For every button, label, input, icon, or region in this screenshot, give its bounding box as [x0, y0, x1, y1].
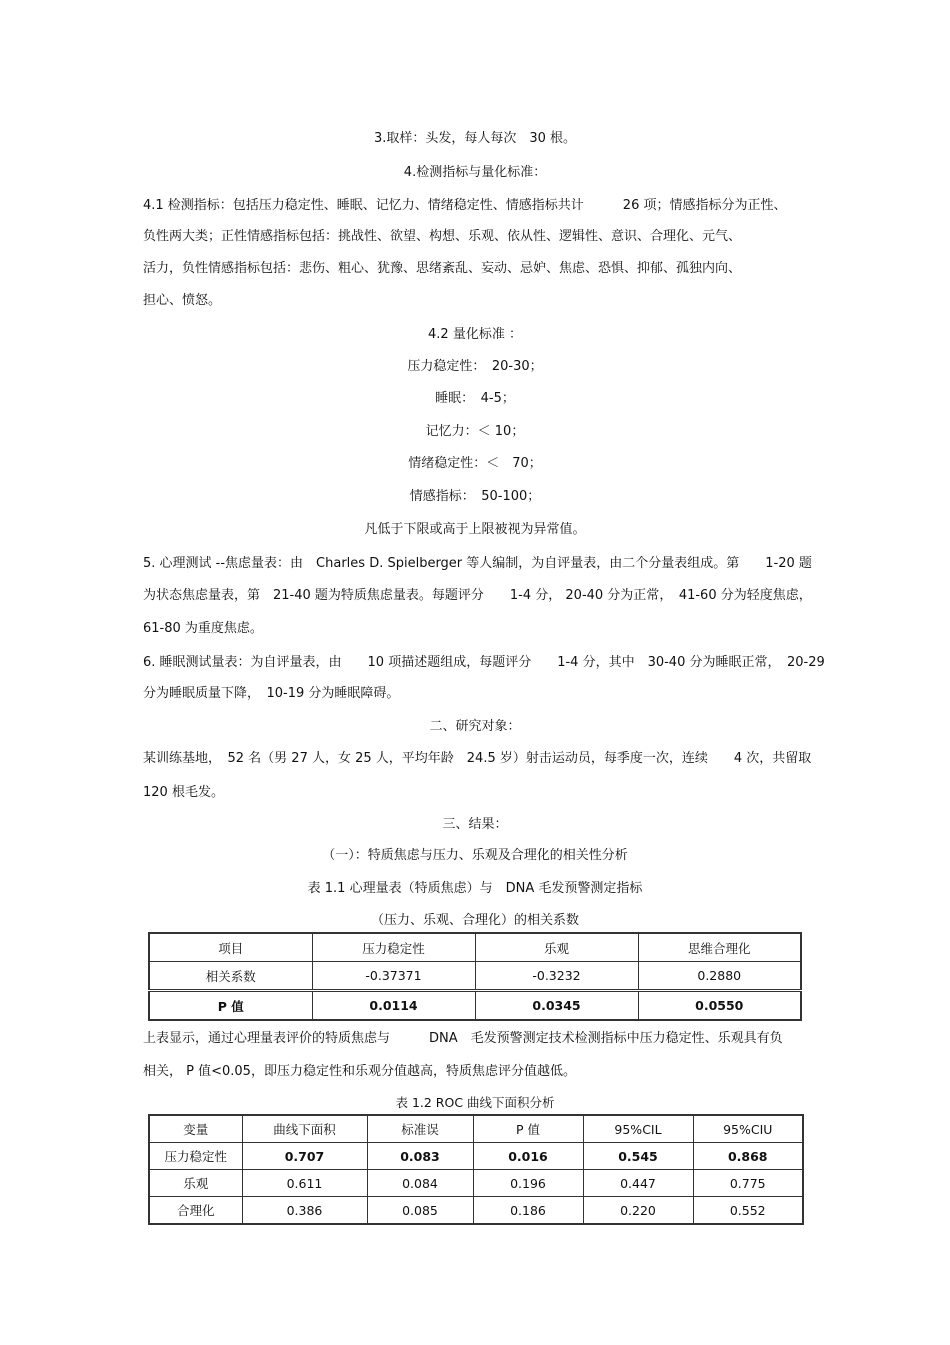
- indicators-heading: 4.检测指标与量化标准：: [403, 165, 547, 180]
- table-header-row: [149, 1115, 803, 1143]
- standard-memory: 记忆力：＜ 10；: [425, 424, 525, 439]
- table-cell: 乐观: [149, 1170, 242, 1197]
- roc-table: [148, 1114, 804, 1225]
- table-cell: 0.083: [367, 1143, 473, 1170]
- standard-affect: 情感指标： 50-100；: [409, 489, 541, 504]
- subjects-line2: 120 根毛发。: [143, 785, 224, 800]
- table-cell: 0.868: [693, 1143, 803, 1170]
- table-cell: 0.085: [367, 1197, 473, 1225]
- section-3-heading: 三、结果：: [442, 817, 508, 832]
- table-cell: 0.186: [473, 1197, 583, 1225]
- correlation-table: [148, 932, 802, 1021]
- standard-emotion: 情绪稳定性：＜ 70；: [408, 456, 542, 471]
- table-cell: 0.220: [583, 1197, 693, 1225]
- paragraph-4-1-line3: 活力，负性情感指标包括：悲伤、粗心、犹豫、思绪紊乱、妄动、忌妒、焦虑、恐惧、抑郁、孤独内向、: [143, 261, 742, 276]
- sampling-line: 3.取样：头发，每人每次 30 根。: [373, 131, 577, 146]
- table-cell: 0.386: [242, 1197, 367, 1225]
- abnormal-note: 凡低于下限或高于上限被视为异常值。: [364, 522, 586, 537]
- standard-sleep: 睡眠： 4-5；: [435, 391, 515, 406]
- subjects-line1: 某训练基地， 52 名（男 27 人，女 25 人，平均年龄 24.5 岁）射击运动员，每季度一次，连续 4 次，共留取: [143, 751, 812, 766]
- table-row: [149, 1143, 803, 1170]
- table-2-caption: 表 1.2 ROC 曲线下面积分析: [395, 1095, 555, 1110]
- table-header-row: [149, 933, 801, 962]
- standard-pressure: 压力稳定性： 20-30；: [407, 359, 543, 374]
- paragraph-4-1-line2: 负性两大类；正性情感指标包括：挑战性、欲望、构想、乐观、依从性、逻辑性、意识、合理化、元气、: [143, 229, 742, 244]
- table-cell: 0.0345: [475, 991, 638, 1021]
- table-cell: 0.196: [473, 1170, 583, 1197]
- table-cell: 0.016: [473, 1143, 583, 1170]
- table-1-caption-line2: （压力、乐观、合理化）的相关系数: [370, 913, 579, 928]
- table-cell: 0.775: [693, 1170, 803, 1197]
- result-text-line1: 上表显示，通过心理量表评价的特质焦虑与 DNA 毛发预警测定技术检测指标中压力稳定性、乐观具有负: [143, 1031, 783, 1046]
- header-cell: 乐观: [475, 933, 638, 962]
- header-cell: 项目: [149, 933, 312, 962]
- table-row: [149, 991, 801, 1021]
- quantification-heading: 4.2 量化标准 ：: [428, 327, 522, 342]
- header-cell: 95%CIU: [693, 1115, 803, 1143]
- result-text-line2: 相关， P 值<0.05，即压力稳定性和乐观分值越高，特质焦虑评分值越低。: [143, 1064, 576, 1079]
- table-cell: 0.545: [583, 1143, 693, 1170]
- table-cell: P 值: [149, 991, 312, 1021]
- paragraph-4-1-line4: 担心、愤怒。: [143, 293, 222, 308]
- table-cell: 0.552: [693, 1197, 803, 1225]
- header-cell: 标准误: [367, 1115, 473, 1143]
- table-cell: -0.37371: [312, 962, 475, 991]
- paragraph-6-line1: 6. 睡眠测试量表：为自评量表，由 10 项描述题组成，每题评分 1-4 分，其中 30-40 分为睡眠正常， 20-29: [143, 655, 825, 670]
- table-cell: -0.3232: [475, 962, 638, 991]
- header-cell: 压力稳定性: [312, 933, 475, 962]
- table-cell: 0.2880: [638, 962, 801, 991]
- section-2-heading: 二、研究对象：: [429, 719, 521, 734]
- header-cell: 思维合理化: [638, 933, 801, 962]
- paragraph-5-line3: 61-80 为重度焦虑。: [143, 621, 263, 636]
- table-cell: 相关系数: [149, 962, 312, 991]
- table-cell: 压力稳定性: [149, 1143, 242, 1170]
- table-cell: 0.0550: [638, 991, 801, 1021]
- table-cell: 0.447: [583, 1170, 693, 1197]
- table-1-caption-line1: 表 1.1 心理量表（特质焦虑）与 DNA 毛发预警测定指标: [307, 881, 643, 896]
- table-row: [149, 1170, 803, 1197]
- table-cell: 0.707: [242, 1143, 367, 1170]
- table-row: [149, 1197, 803, 1225]
- paragraph-5-line1: 5. 心理测试 --焦虑量表：由 Charles D. Spielberger 等人编制，为自评量表，由二个分量表组成。第 1-20 题: [143, 556, 812, 571]
- subsection-1-heading: （一）：特质焦虑与压力、乐观及合理化的相关性分析: [322, 848, 628, 863]
- header-cell: 变量: [149, 1115, 242, 1143]
- paragraph-4-1-line1: 4.1 检测指标：包括压力稳定性、睡眠、记忆力、情绪稳定性、情感指标共计 26 项；情感指标分为正性、: [143, 198, 787, 213]
- table-row: [149, 962, 801, 991]
- header-cell: 95%CIL: [583, 1115, 693, 1143]
- paragraph-6-line2: 分为睡眠质量下降， 10-19 分为睡眠障碍。: [143, 686, 400, 701]
- table-cell: 0.611: [242, 1170, 367, 1197]
- paragraph-5-line2: 为状态焦虑量表，第 21-40 题为特质焦虑量表。每题评分 1-4 分， 20-40 分为正常， 41-60 分为轻度焦虑，: [143, 588, 812, 603]
- header-cell: 曲线下面积: [242, 1115, 367, 1143]
- table-cell: 0.084: [367, 1170, 473, 1197]
- table-cell: 合理化: [149, 1197, 242, 1225]
- table-cell: 0.0114: [312, 991, 475, 1021]
- header-cell: P 值: [473, 1115, 583, 1143]
